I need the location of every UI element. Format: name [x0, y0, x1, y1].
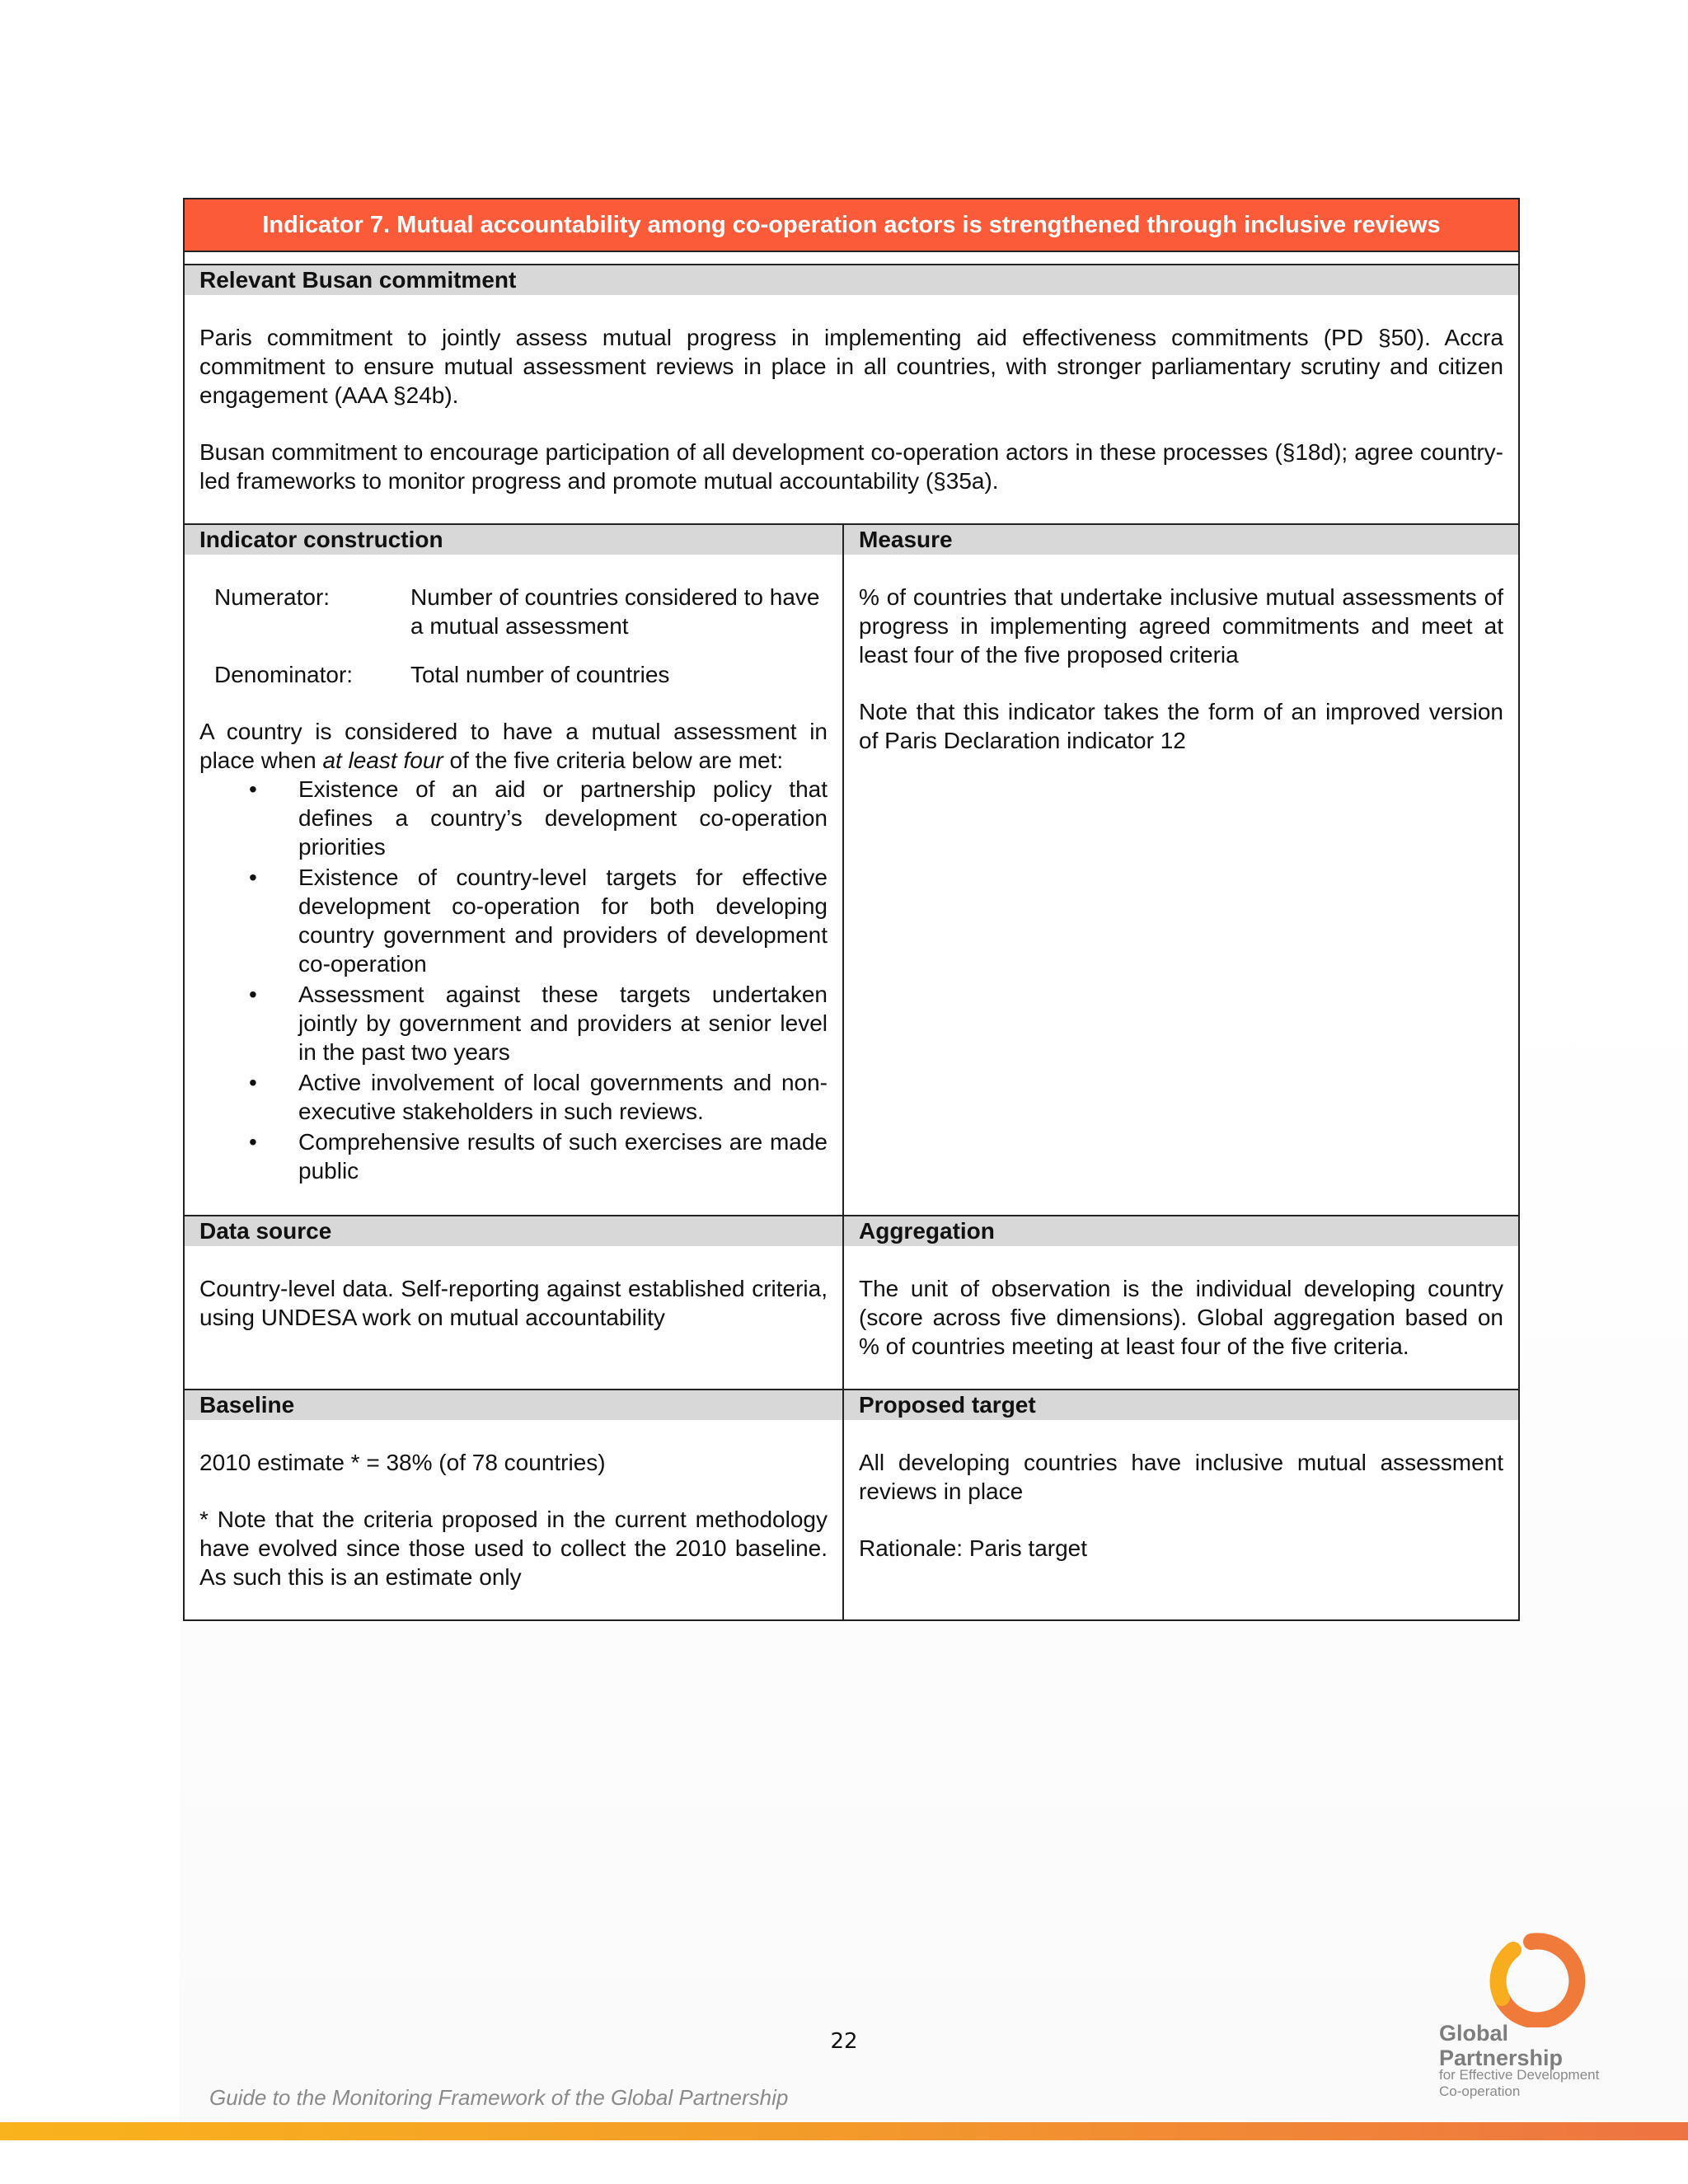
data-source-text: Country-level data. Self-reporting against established criteria, using UNDESA work on mutual accountability: [199, 1276, 828, 1330]
measure-cell: [844, 525, 1518, 1215]
data-source-body: [185, 1246, 842, 1360]
busan-body: [185, 295, 1518, 523]
measure-para-2: Note that this indicator takes the form of an improved version of Paris Declaration indicator 12: [859, 699, 1503, 753]
title-spacer: [185, 252, 1518, 265]
construction-measure-row: [185, 525, 1518, 1216]
list-item: • Existence of an aid or partnership policy that defines a country’s development co-operation priorities: [249, 776, 828, 860]
footer-guide-title: Guide to the Monitoring Framework of the Global Partnership: [209, 2085, 789, 2110]
list-item: • Existence of country-level targets for effective development co-operation for both developing country government and providers of development co-operation: [249, 865, 828, 977]
ratio-definition: [214, 583, 828, 689]
measure-heading: Measure: [844, 525, 1518, 555]
baseline-para-2: * Note that the criteria proposed in the current methodology have evolved since those used to collect the 2010 baseline. As such this is an estimate only: [199, 1507, 828, 1590]
logo-tagline: for Effective Development Co-operation: [1439, 2067, 1600, 2099]
busan-heading: Relevant Busan commitment: [185, 265, 1518, 295]
aggregation-body: [844, 1246, 1518, 1389]
footer-color-bar: [0, 2122, 1688, 2140]
baseline-para-1: 2010 estimate * = 38% (of 78 countries): [199, 1450, 606, 1475]
baseline-heading: Baseline: [185, 1390, 842, 1420]
baseline-target-row: [185, 1390, 1518, 1619]
numerator-value: Number of countries considered to have a mutual assessment: [410, 584, 820, 639]
baseline-body: [185, 1420, 842, 1619]
target-para-2: Rationale: Paris target: [859, 1535, 1088, 1561]
aggregation-heading: Aggregation: [844, 1216, 1518, 1246]
list-item: • Comprehensive results of such exercises are made public: [249, 1129, 828, 1183]
target-para-1: All developing countries have inclusive mutual assessment reviews in place: [859, 1450, 1503, 1504]
criteria-list: [199, 775, 828, 1185]
partnership-ring-icon: [1434, 1929, 1624, 2027]
denominator-label: Denominator:: [214, 662, 354, 687]
logo-wordmark: Global Partnership: [1439, 2021, 1564, 2070]
bullet-icon: •: [249, 982, 257, 1007]
construction-body: [185, 555, 842, 1215]
bullet-icon: •: [249, 776, 257, 802]
global-partnership-logo: [1434, 1929, 1624, 2118]
measure-body: [844, 555, 1518, 783]
busan-section: [185, 265, 1518, 525]
construction-cell: [185, 525, 844, 1215]
aggregation-text: The unit of observation is the individual developing country (score across five dimensions). Global aggregation based on % of countries meeting at least four of the five criteria.: [859, 1276, 1503, 1359]
target-cell: [844, 1390, 1518, 1619]
aggregation-cell: [844, 1216, 1518, 1389]
numerator-label: Numerator:: [214, 584, 331, 610]
construction-heading: Indicator construction: [185, 525, 842, 555]
bullet-icon: •: [249, 1129, 257, 1155]
bullet-icon: •: [249, 865, 257, 890]
page-number: 22: [830, 2029, 858, 2054]
denominator-value: Total number of countries: [410, 662, 670, 687]
source-aggregation-row: [185, 1216, 1518, 1390]
target-body: [844, 1420, 1518, 1591]
busan-para-2: Busan commitment to encourage participation of all development co-operation actors in these processes (§18d); agree country-led frameworks to monitor progress and promote mutual accountability (§35a).: [199, 439, 1503, 494]
baseline-cell: [185, 1390, 844, 1619]
measure-para-1: % of countries that undertake inclusive mutual assessments of progress in implementing agreed commitments and meet at least four of the five proposed criteria: [859, 584, 1503, 668]
list-item: • Active involvement of local governments and non-executive stakeholders in such reviews.: [249, 1070, 828, 1124]
criteria-intro: A country is considered to have a mutual assessment in place when at least four of the five criteria below are met:: [199, 719, 828, 773]
list-item: • Assessment against these targets undertaken jointly by government and providers at senior level in the past two years: [249, 982, 828, 1065]
busan-para-1: Paris commitment to jointly assess mutual progress in implementing aid effectiveness commitments (PD §50). Accra commitment to ensure mutual assessment reviews in place in all countries, with stronger parliamentary scrutiny and citizen engagement (AAA §24b).: [199, 325, 1503, 408]
target-heading: Proposed target: [844, 1390, 1518, 1420]
indicator-title: Indicator 7. Mutual accountability among co-operation actors is strengthened through inclusive reviews: [185, 199, 1518, 252]
data-source-cell: [185, 1216, 844, 1389]
indicator-table: [183, 198, 1520, 1621]
bullet-icon: •: [249, 1070, 257, 1095]
data-source-heading: Data source: [185, 1216, 842, 1246]
